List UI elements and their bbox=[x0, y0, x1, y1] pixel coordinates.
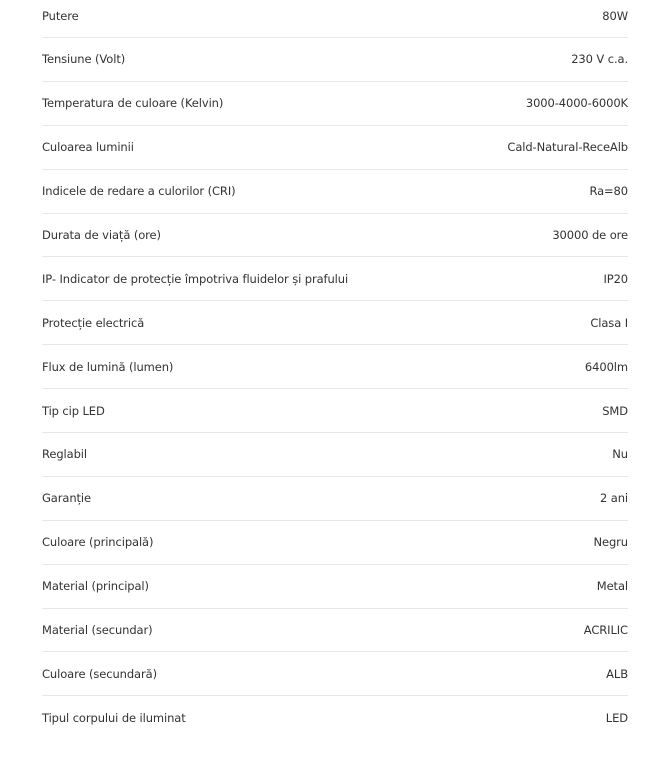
spec-value: 30000 de ore bbox=[552, 228, 628, 242]
spec-value: Clasa I bbox=[590, 315, 628, 330]
spec-value: ACRILIC bbox=[583, 623, 628, 638]
spec-label: Putere bbox=[42, 9, 79, 23]
spec-row-primary-material bbox=[42, 565, 628, 609]
spec-label: Flux de lumină (lumen) bbox=[42, 359, 174, 374]
spec-value: Metal bbox=[596, 579, 628, 594]
spec-label: Temperatura de culoare (Kelvin) bbox=[42, 96, 224, 111]
spec-row-luminous-flux bbox=[42, 345, 628, 389]
spec-label: Garanție bbox=[42, 491, 92, 506]
spec-row-cri bbox=[42, 170, 628, 214]
spec-label: Durata de viață (ore) bbox=[42, 228, 161, 242]
spec-value: IP20 bbox=[603, 271, 628, 286]
spec-value: 6400lm bbox=[584, 359, 628, 374]
spec-label: Protecție electrică bbox=[42, 315, 145, 330]
spec-row-ip-rating bbox=[42, 257, 628, 301]
spec-label: IP- Indicator de protecție împotriva fluidelor și prafului bbox=[42, 271, 349, 286]
spec-value: Negru bbox=[593, 535, 628, 550]
spec-value: SMD bbox=[602, 403, 628, 418]
spec-label: Culoarea luminii bbox=[42, 140, 134, 155]
spec-row-secondary-material bbox=[42, 609, 628, 653]
spec-row-dimmable bbox=[42, 433, 628, 477]
spec-label: Material (secundar) bbox=[42, 623, 153, 638]
spec-label: Culoare (principală) bbox=[42, 535, 154, 550]
spec-value: 3000-4000-6000K bbox=[525, 96, 628, 111]
spec-value: 80W bbox=[602, 9, 628, 23]
spec-label: Material (principal) bbox=[42, 579, 149, 594]
spec-row-primary-color bbox=[42, 521, 628, 565]
spec-row-voltage bbox=[42, 38, 628, 82]
spec-label: Tensiune (Volt) bbox=[42, 52, 126, 67]
spec-row-warranty bbox=[42, 477, 628, 521]
spec-label: Indicele de redare a culorilor (CRI) bbox=[42, 184, 236, 199]
spec-row-fixture-type bbox=[42, 696, 628, 740]
product-specifications-table bbox=[42, 0, 628, 740]
spec-row-color-temperature bbox=[42, 82, 628, 126]
spec-value: Cald-Natural-ReceAlb bbox=[507, 140, 628, 155]
spec-row-power bbox=[42, 0, 628, 38]
spec-value: Nu bbox=[612, 447, 628, 462]
spec-row-secondary-color bbox=[42, 652, 628, 696]
spec-row-led-chip-type bbox=[42, 389, 628, 433]
spec-value: LED bbox=[605, 711, 628, 726]
spec-label: Culoare (secundară) bbox=[42, 666, 157, 681]
spec-row-light-color bbox=[42, 126, 628, 170]
spec-label: Reglabil bbox=[42, 447, 87, 462]
spec-value: Ra=80 bbox=[589, 184, 628, 199]
spec-row-lifetime bbox=[42, 214, 628, 258]
spec-value: 2 ani bbox=[599, 491, 628, 506]
spec-label: Tipul corpului de iluminat bbox=[42, 711, 186, 726]
spec-row-electrical-protection bbox=[42, 301, 628, 345]
spec-value: ALB bbox=[606, 666, 628, 681]
spec-value: 230 V c.a. bbox=[571, 52, 628, 67]
spec-label: Tip cip LED bbox=[42, 403, 105, 418]
